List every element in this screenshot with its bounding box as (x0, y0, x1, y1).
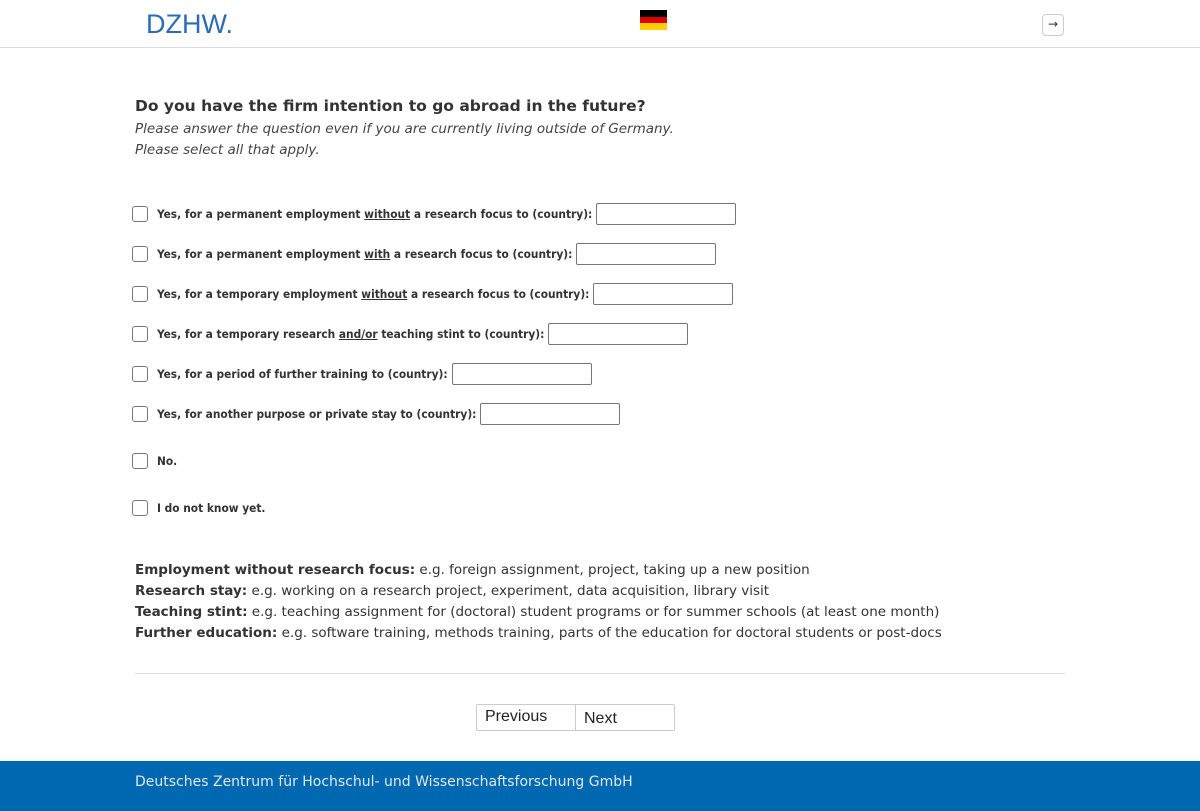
previous-button[interactable]: Previous (485, 708, 548, 725)
dzhw-logo[interactable]: DZHW. (146, 9, 233, 39)
header (0, 0, 1200, 48)
option-label[interactable]: Yes, for a permanent employment with a research focus to (country): (157, 247, 573, 261)
answer-option[interactable] (132, 243, 716, 265)
footer (0, 761, 1200, 811)
option-label[interactable]: No. (157, 454, 178, 468)
answer-option[interactable] (132, 323, 688, 345)
definitions (135, 560, 942, 644)
country-input[interactable] (452, 363, 592, 385)
divider (135, 673, 1065, 674)
question-instruction: Please select all that apply. (135, 142, 320, 158)
answer-option[interactable] (132, 500, 265, 516)
country-input[interactable] (596, 203, 736, 225)
question (135, 97, 674, 161)
definition-term: Employment without research focus: (135, 562, 416, 578)
answer-option[interactable] (132, 283, 733, 305)
definition-text: e.g. working on a research project, experiment, data acquisition, library visit (247, 583, 770, 599)
checkbox[interactable] (132, 366, 148, 382)
country-input[interactable] (576, 243, 716, 265)
checkbox[interactable] (132, 500, 148, 516)
question-hint: Please answer the question even if you are currently living outside of Germany. (135, 121, 674, 137)
checkbox[interactable] (132, 286, 148, 302)
country-input[interactable] (593, 283, 733, 305)
navigation (476, 704, 675, 731)
footer-text: Deutsches Zentrum für Hochschul- und Wissenschaftsforschung GmbH (135, 774, 633, 790)
question-title: Do you have the firm intention to go abroad in the future? (135, 97, 646, 115)
checkbox[interactable] (132, 326, 148, 342)
answer-option[interactable] (132, 363, 592, 385)
definition-term: Teaching stint: (135, 604, 248, 620)
option-label[interactable]: Yes, for a temporary employment without a research focus to (country): (157, 287, 590, 301)
definition (135, 602, 942, 623)
option-label[interactable]: Yes, for a permanent employment without a research focus to (country): (157, 207, 593, 221)
definition (135, 581, 942, 602)
answer-option[interactable] (132, 203, 736, 225)
definition-text: e.g. foreign assignment, project, taking up a new position (415, 562, 810, 578)
option-label[interactable]: I do not know yet. (157, 501, 266, 515)
checkbox[interactable] (132, 406, 148, 422)
logout-icon[interactable]: → (1042, 14, 1064, 36)
country-input[interactable] (548, 323, 688, 345)
option-label[interactable]: Yes, for a temporary research and/or teaching stint to (country): (157, 327, 545, 341)
checkbox[interactable] (132, 246, 148, 262)
country-input[interactable] (480, 403, 620, 425)
german-flag-icon[interactable] (640, 10, 667, 30)
definition (135, 560, 942, 581)
next-button[interactable]: Next (575, 705, 674, 730)
checkbox[interactable] (132, 453, 148, 469)
definition-text: e.g. teaching assignment for (doctoral) student programs or for summer schools (at least one month) (247, 604, 940, 620)
definition-term: Research stay: (135, 583, 248, 599)
definition (135, 623, 942, 644)
definition-term: Further education: (135, 625, 278, 641)
answer-option[interactable] (132, 453, 177, 469)
checkbox[interactable] (132, 206, 148, 222)
option-label[interactable]: Yes, for a period of further training to (country): (157, 367, 448, 381)
definition-text: e.g. software training, methods training, parts of the education for doctoral students or post-docs (277, 625, 942, 641)
option-label[interactable]: Yes, for another purpose or private stay to (country): (157, 407, 477, 421)
answer-option[interactable] (132, 403, 620, 425)
